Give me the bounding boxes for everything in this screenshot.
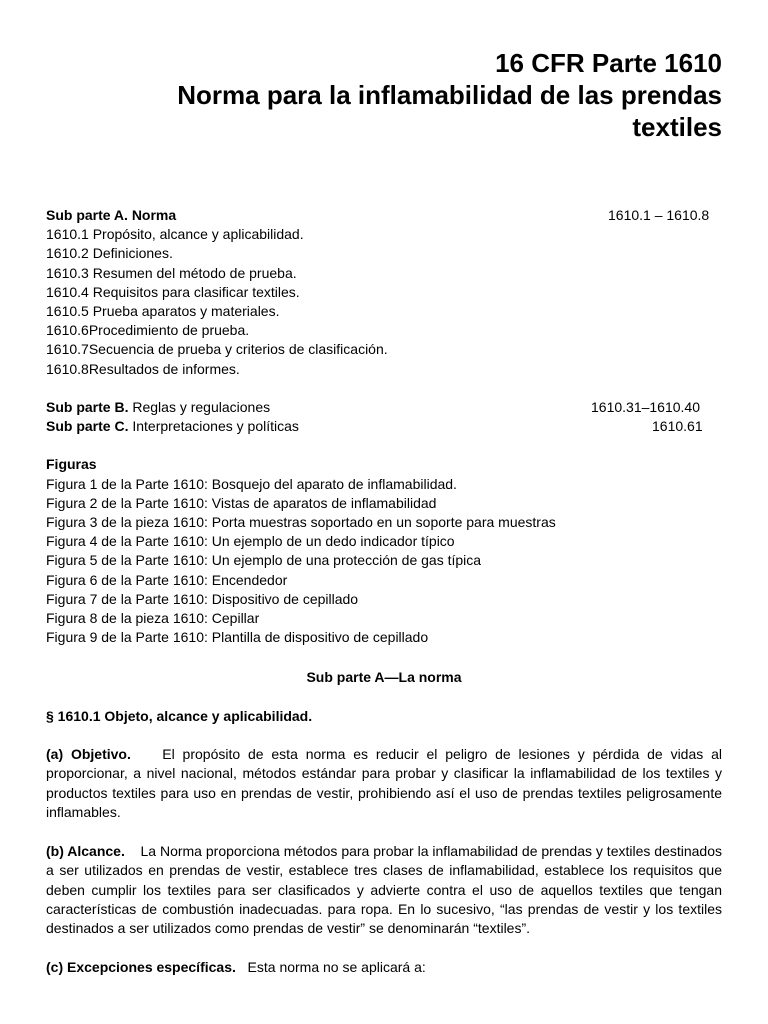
title-line-2: Norma para la inflamabilidad de las prendas — [177, 80, 722, 110]
toc-subpart-c — [46, 417, 722, 436]
paragraph-excepciones — [46, 958, 722, 977]
figure-item: Figura 6 de la Parte 1610: Encendedor — [46, 571, 288, 588]
figure-item: Figura 1 de la Parte 1610: Bosquejo del aparato de inflamabilidad. — [46, 475, 457, 492]
paragraph-alcance-text: La Norma proporciona métodos para probar la inflamabilidad de prendas y textiles destinados a ser utilizados en prendas de vestir, establece tres clases de inflamabilidad, establece los requisitos que deben cumplir los textiles para ser clasificados y advierte contra el uso de aquellos textiles que tengan características de combustión inadecuadas. para ropa. En lo sucesivo, “las prendas de vestir y los textiles destinados a ser utilizados como prendas de vestir” se denominarán “textiles”. — [46, 843, 722, 937]
toc-item: 1610.7Secuencia de prueba y criterios de clasificación. — [46, 341, 388, 358]
toc-subpart-b-label: Sub parte B. — [46, 398, 129, 415]
toc-subpart-c-text: Interpretaciones y políticas — [128, 418, 299, 435]
toc-subpart-b-text: Reglas y regulaciones — [128, 398, 271, 415]
toc-subpart-a-range: 1610.1 – 1610.8 — [608, 207, 710, 223]
figure-item: Figura 2 de la Parte 1610: Vistas de aparatos de inflamabilidad — [46, 494, 437, 511]
figure-item: Figura 8 de la pieza 1610: Cepillar — [46, 609, 260, 626]
toc-subpart-a-label: Sub parte A. Norma — [46, 207, 177, 223]
paragraph-alcance-label: (b) Alcance. — [46, 843, 125, 859]
figure-item: Figura 3 de la pieza 1610: Porta muestras soportado en un soporte para muestras — [46, 514, 556, 530]
toc-item: 1610.6Procedimiento de prueba. — [46, 322, 250, 339]
toc-subpart-a — [46, 206, 722, 225]
toc-subpart-b-range: 1610.31–1610.40 — [591, 398, 700, 415]
figures-heading-text: Figuras — [46, 456, 97, 473]
toc-item: 1610.5 Prueba aparatos y materiales. — [46, 302, 280, 319]
title-line-3: textiles — [632, 112, 722, 142]
toc-subpart-c-label: Sub parte C. — [46, 418, 129, 435]
paragraph-alcance — [46, 842, 722, 938]
table-of-contents — [46, 206, 722, 647]
figure-item: Figura 7 de la Parte 1610: Dispositivo de cepillado — [46, 590, 359, 607]
figure-item: Figura 5 de la Parte 1610: Un ejemplo de una protección de gas típica — [46, 552, 482, 569]
subpart-a-heading: Sub parte A—La norma — [306, 669, 462, 685]
toc-item: 1610.3 Resumen del método de prueba. — [46, 264, 297, 281]
paragraph-objetivo — [46, 745, 722, 822]
toc-item: 1610.4 Requisitos para clasificar textiles. — [46, 283, 300, 300]
paragraph-excepciones-text: Esta norma no se aplicará a: — [247, 959, 426, 975]
toc-subpart-b — [46, 398, 722, 417]
paragraph-objetivo-label: (a) Objetivo. — [46, 746, 131, 762]
toc-subpart-c-range: 1610.61 — [652, 418, 703, 435]
paragraph-objetivo-text: El propósito de esta norma es reducir el peligro de lesiones y pérdida de vidas al proporcionar, a nivel nacional, métodos estándar para probar y clasificar la inflamabilidad de los textiles y productos textiles para uso en prendas de vestir, prohibiendo así el uso de prendas textiles peligrosamente inflamables. — [46, 746, 722, 820]
title-line-1: 16 CFR Parte 1610 — [495, 48, 722, 78]
figure-item: Figura 4 de la Parte 1610: Un ejemplo de un dedo indicador típico — [46, 533, 455, 550]
toc-item: 1610.2 Definiciones. — [46, 245, 173, 262]
figures-heading — [46, 455, 722, 474]
toc-item: 1610.8Resultados de informes. — [46, 360, 240, 377]
paragraph-excepciones-label: (c) Excepciones específicas. — [46, 959, 236, 975]
section-heading: § 1610.1 Objeto, alcance y aplicabilidad. — [46, 708, 313, 724]
document-title — [82, 47, 722, 143]
figure-item: Figura 9 de la Parte 1610: Plantilla de dispositivo de cepillado — [46, 629, 429, 646]
toc-item: 1610.1 Propósito, alcance y aplicabilidad. — [46, 226, 304, 243]
